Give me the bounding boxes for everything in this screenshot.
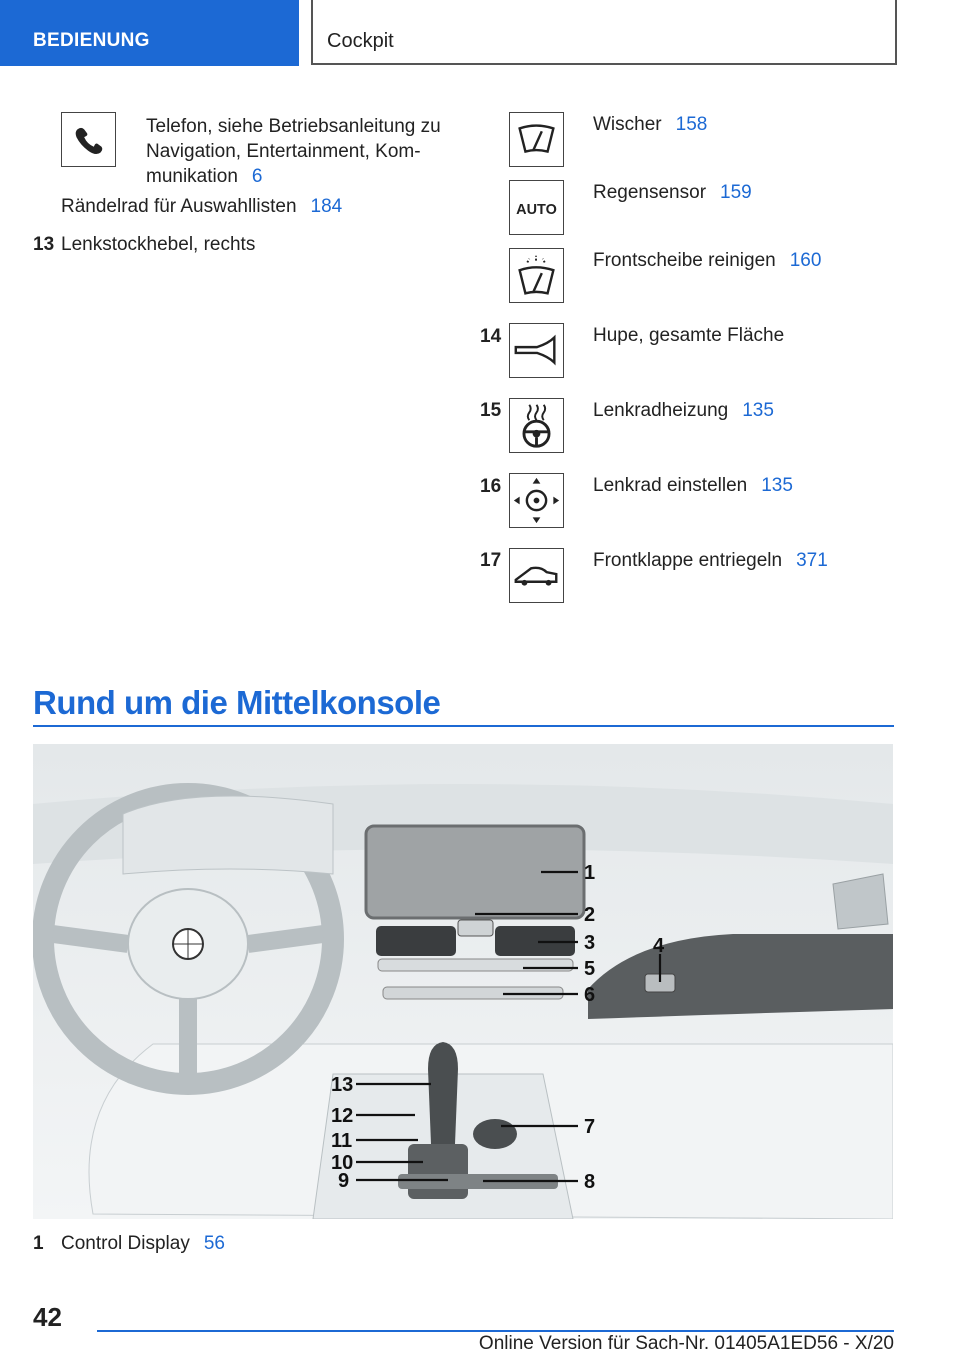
item-15-entry: Lenkradheizung 135 [593,400,774,421]
callout-8: 8 [584,1171,596,1193]
callout-5: 5 [584,958,596,980]
auto-icon [509,180,564,235]
phone-icon [61,112,116,167]
legend-1-entry: Control Display 56 [61,1233,225,1254]
callout-4: 4 [653,935,665,957]
callout-10: 10 [331,1152,354,1174]
callout-12: 12 [331,1105,354,1127]
horn-icon [509,323,564,378]
callout-6: 6 [584,984,596,1006]
legend-1-number: 1 [33,1233,44,1254]
washer-icon [509,248,564,303]
header-chapter-box [311,0,897,65]
footer-text[interactable]: Online Version für Sach-Nr. 01405A1ED56 - X/20 [478,1333,894,1354]
section-rule [33,725,894,727]
svg-text:AUTO: AUTO [516,201,557,218]
item-14-number: 14 [480,326,502,347]
callout-13: 13 [331,1074,354,1096]
rain-sensor-ref[interactable]: 159 [720,182,752,203]
cockpit-drawing [33,744,893,1219]
header-section-tab [0,0,299,66]
wiper-icon [509,112,564,167]
washer-entry: Frontscheibe reinigen 160 [593,250,822,271]
rain-sensor-entry: Regensensor 159 [593,182,752,203]
header-section-label: BEDIENUNG [33,30,150,51]
callout-11: 11 [331,1130,353,1152]
hood-release-icon [509,548,564,603]
item-13-text: Lenkstockhebel, rechts [61,234,256,255]
wiper-entry: Wischer 158 [593,114,708,135]
phone-entry-text: Telefon, siehe Betriebsanleitung zu Navigation, Entertainment, Kom- munikation 6 [146,116,441,187]
item-17-entry: Frontklappe entriegeln 371 [593,550,828,571]
item-15-ref[interactable]: 135 [742,400,774,421]
wiper-ref[interactable]: 158 [675,114,708,135]
center-console-illustration [33,744,893,1219]
item-16-number: 16 [480,476,502,497]
steering-adjust-icon [509,473,564,528]
wheel-entry-text: Rändelrad für Auswahllisten 184 [61,196,343,217]
footer-rule [97,1330,894,1332]
page-number: 42 [33,1302,62,1332]
item-16-entry: Lenkrad einstellen 135 [593,475,793,496]
item-17-ref[interactable]: 371 [796,550,828,571]
callout-7: 7 [584,1116,596,1138]
item-13-number: 13 [33,234,55,255]
item-17-number: 17 [480,550,502,571]
washer-ref[interactable]: 160 [789,250,822,271]
legend-1-ref[interactable]: 56 [203,1233,225,1254]
callout-3: 3 [584,932,596,954]
item-14-text: Hupe, gesamte Fläche [593,325,785,346]
item-15-number: 15 [480,400,502,421]
steering-heat-icon [509,398,564,453]
callout-1: 1 [584,862,596,884]
callout-2: 2 [584,904,596,926]
header-chapter-label: Cockpit [327,30,394,52]
phone-entry-ref[interactable]: 6 [251,166,263,187]
wheel-entry-ref[interactable]: 184 [310,196,343,217]
item-16-ref[interactable]: 135 [761,475,793,496]
section-title: Rund um die Mittelkonsole [33,684,441,721]
callout-9: 9 [338,1170,350,1192]
